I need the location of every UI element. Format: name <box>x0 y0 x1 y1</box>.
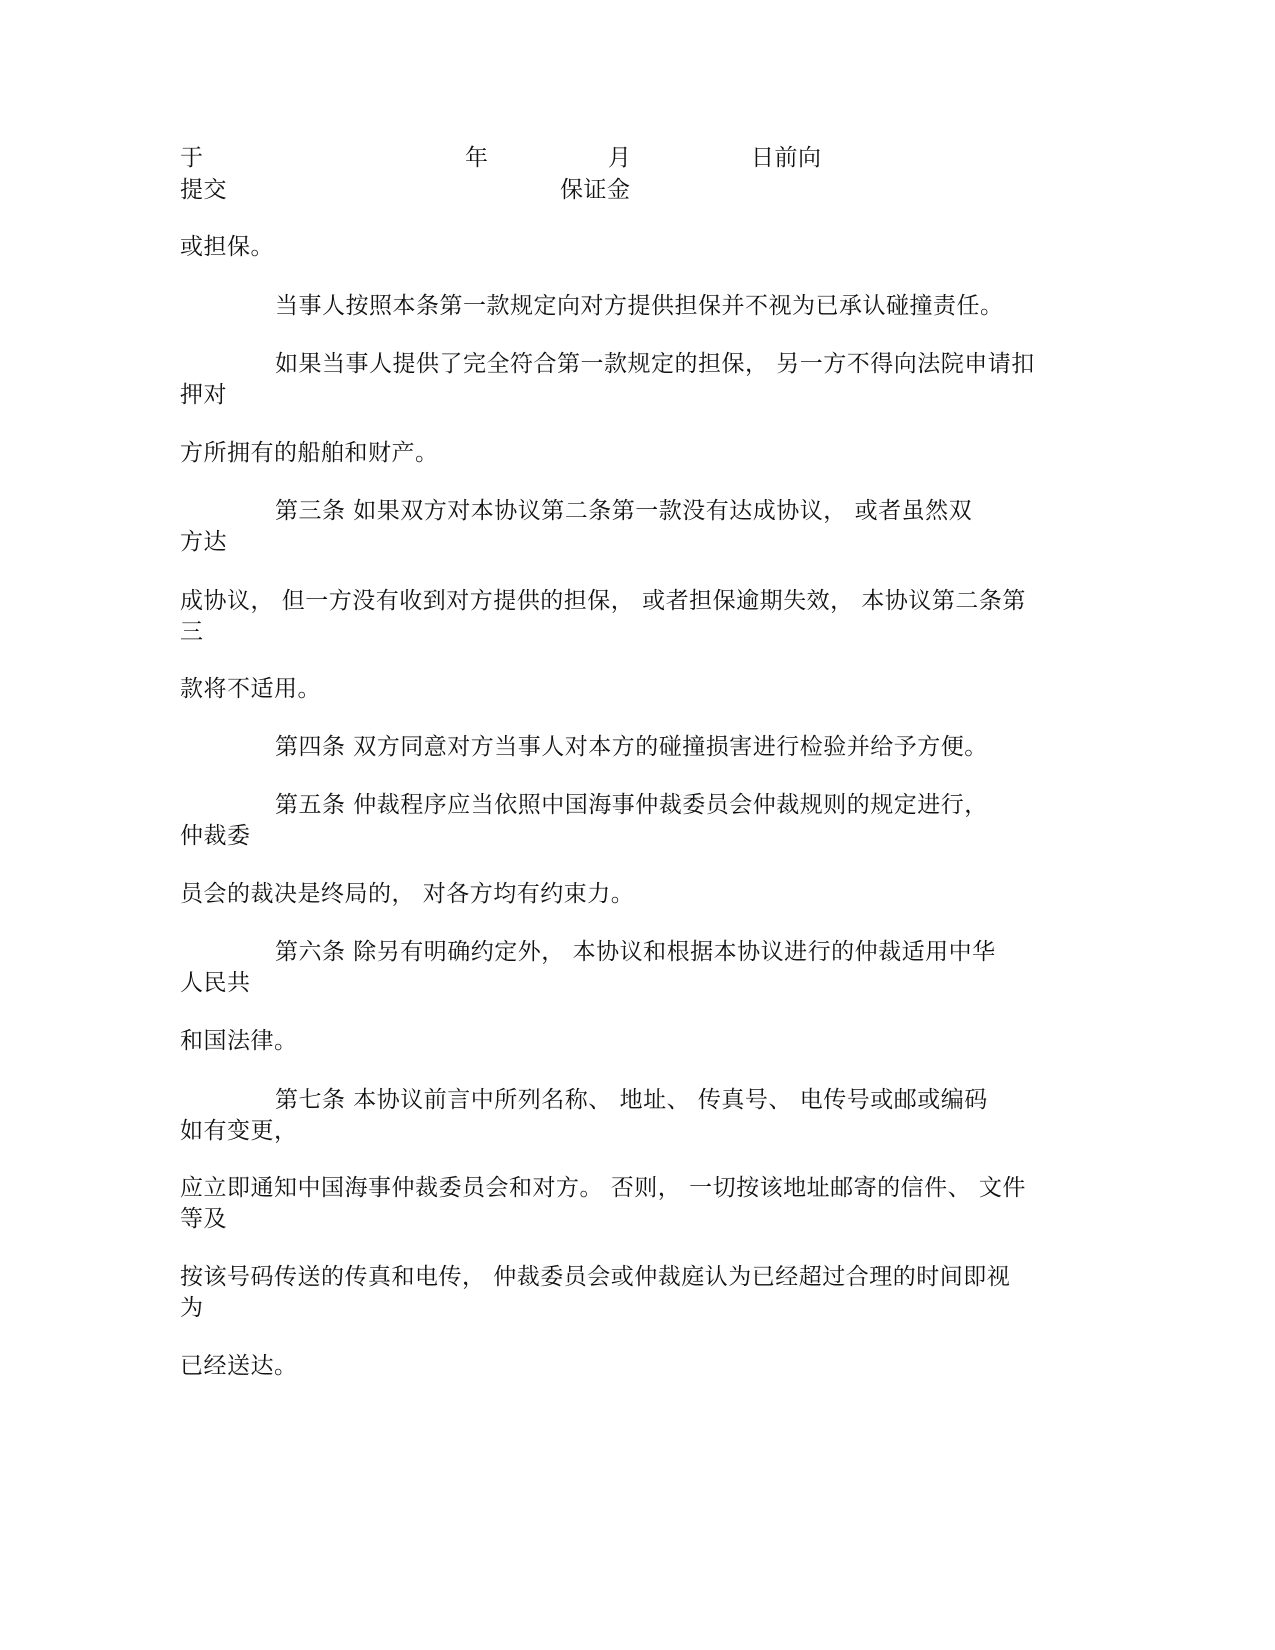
text-nian: 年 <box>465 145 489 171</box>
article-three: 第三条 如果双方对本协议第二条第一款没有达成协议， 或者虽然双 <box>275 498 973 524</box>
paragraph-line: 三 <box>180 619 204 645</box>
text-yu: 于 <box>180 145 204 171</box>
paragraph-line: 或担保。 <box>180 234 274 260</box>
paragraph-line: 员会的裁决是终局的， 对各方均有约束力。 <box>180 881 635 907</box>
paragraph-line: 为 <box>180 1295 204 1321</box>
text-riqianxiang: 日前向 <box>751 145 822 171</box>
paragraph-line: 成协议， 但一方没有收到对方提供的担保， 或者担保逾期失效， 本协议第二条第 <box>180 588 1026 614</box>
article-seven: 第七条 本协议前言中所列名称、 地址、 传真号、 电传号或邮或编码 <box>275 1087 988 1113</box>
paragraph-line: 已经送达。 <box>180 1353 298 1379</box>
paragraph-line: 等及 <box>180 1206 227 1232</box>
paragraph-line: 款将不适用。 <box>180 676 321 702</box>
text-tijiao: 提交 <box>180 177 227 203</box>
paragraph-line: 应立即通知中国海事仲裁委员会和对方。 否则， 一切按该地址邮寄的信件、 文件 <box>180 1175 1026 1201</box>
article-five: 第五条 仲裁程序应当依照中国海事仲裁委员会仲裁规则的规定进行， <box>275 792 988 818</box>
paragraph-line: 方所拥有的船舶和财产。 <box>180 440 439 466</box>
paragraph-line: 人民共 <box>180 970 251 996</box>
paragraph-line: 当事人按照本条第一款规定向对方提供担保并不视为已承认碰撞责任。 <box>275 293 1004 319</box>
paragraph-line: 方达 <box>180 529 227 555</box>
paragraph-line: 如有变更， <box>180 1118 298 1144</box>
paragraph-line: 按该号码传送的传真和电传， 仲裁委员会或仲裁庭认为已经超过合理的时间即视 <box>180 1264 1011 1290</box>
text-baozhengjin: 保证金 <box>560 177 631 203</box>
article-six: 第六条 除另有明确约定外， 本协议和根据本协议进行的仲裁适用中华 <box>275 939 996 965</box>
paragraph-line: 仲裁委 <box>180 823 251 849</box>
paragraph-line: 和国法律。 <box>180 1028 298 1054</box>
paragraph-line: 如果当事人提供了完全符合第一款规定的担保， 另一方不得向法院申请扣 <box>275 351 1035 377</box>
text-yue: 月 <box>608 145 632 171</box>
article-four: 第四条 双方同意对方当事人对本方的碰撞损害进行检验并给予方便。 <box>275 734 988 760</box>
paragraph-line: 押对 <box>180 382 227 408</box>
